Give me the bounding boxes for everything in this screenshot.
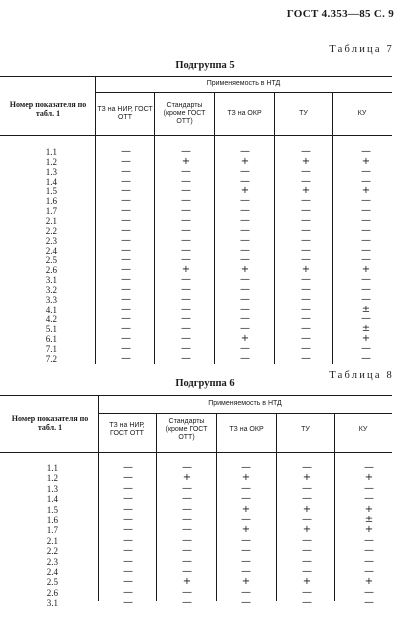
table-cell: — [240, 224, 250, 236]
table-cell: + [301, 155, 311, 167]
table-cell: — [301, 244, 311, 256]
table-cell: — [181, 175, 191, 187]
table-cell: — [182, 566, 192, 577]
table-cell: — [361, 214, 371, 226]
table-cell: — [181, 234, 191, 246]
table-cell: — [302, 555, 312, 567]
column-divider [95, 76, 96, 364]
table-cell: — [301, 175, 311, 187]
column-divider [214, 92, 215, 364]
table-label: Таблица 7 [329, 44, 394, 55]
table-cell: + [302, 576, 312, 588]
row-number: 4.1 [45, 304, 57, 315]
table-cell: — [123, 514, 133, 525]
span-header-rule [95, 92, 392, 93]
table-cell: — [241, 566, 251, 577]
table-cell: — [364, 482, 374, 494]
row-number: 2.4 [45, 245, 57, 256]
table-cell: — [240, 323, 250, 335]
table-cell: — [181, 303, 191, 315]
table-cell: — [361, 313, 371, 325]
table-cell: — [181, 283, 191, 295]
table-cell: — [364, 462, 374, 473]
table-cell: + [181, 264, 191, 276]
table-cell: — [361, 165, 371, 177]
column-header: ТЗ на ОКР [229, 426, 264, 433]
column-divider [274, 92, 275, 364]
table-cell: — [121, 293, 131, 305]
row-header: Номер показателя по табл. 1 [9, 100, 87, 118]
column-header: Стандарты (кроме ГОСТ ОТТ) [163, 102, 206, 125]
table-cell: — [240, 195, 250, 207]
table-cell: — [301, 146, 311, 157]
row-number: 4.2 [45, 314, 57, 325]
table-cell: — [121, 244, 131, 256]
row-number: 1.2 [46, 473, 58, 484]
table-cell: + [241, 576, 251, 588]
row-number: 2.3 [46, 556, 58, 567]
table-cell: — [302, 545, 312, 557]
row-header: Номер показателя по табл. 1 [11, 414, 89, 432]
row-number: 1.3 [45, 166, 57, 177]
table-cell: — [121, 205, 131, 217]
table-cell: — [241, 597, 251, 609]
table-cell: — [182, 555, 192, 567]
table-cell: + [361, 333, 371, 345]
table-cell: — [361, 283, 371, 295]
row-number: 3.2 [45, 284, 57, 295]
row-number: 2.5 [45, 255, 57, 266]
table-cell: — [123, 566, 133, 577]
table-cell: — [301, 303, 311, 315]
table-cell: — [361, 254, 371, 266]
row-number: 1.4 [46, 494, 58, 505]
row-number: 6.1 [45, 334, 57, 345]
table-cell: — [241, 534, 251, 546]
table-cell: + [181, 155, 191, 167]
table-cell: — [123, 576, 133, 588]
table-cell: — [301, 343, 311, 354]
row-number: 2.2 [45, 225, 57, 236]
table-cell: — [240, 244, 250, 256]
row-number: 7.2 [45, 353, 57, 364]
column-divider [98, 395, 99, 601]
table-cell: — [181, 333, 191, 345]
table-cell: — [121, 146, 131, 157]
row-number: 3.1 [45, 275, 57, 286]
table-cell: — [364, 566, 374, 577]
table-cell: — [181, 205, 191, 217]
table-cell: — [123, 493, 133, 505]
table-cell: — [121, 254, 131, 266]
table-cell: — [364, 534, 374, 546]
table-cell: — [241, 586, 251, 598]
row-number: 1.3 [46, 483, 58, 494]
table-cell: — [182, 503, 192, 515]
table-cell: + [240, 333, 250, 345]
table-cell: + [364, 576, 374, 588]
table-cell: + [302, 503, 312, 515]
table-cell: — [302, 514, 312, 525]
table-cell: — [123, 524, 133, 536]
table-cell: — [364, 586, 374, 598]
column-header: КУ [357, 110, 367, 117]
table-cell: — [182, 597, 192, 609]
table-cell: — [364, 555, 374, 567]
row-number: 5.1 [45, 324, 57, 335]
table-cell: — [121, 195, 131, 207]
row-number: 2.1 [45, 215, 57, 226]
column-header: ТЗ на НИР, ГОСТ ОТТ [97, 106, 153, 121]
row-number: 2.3 [45, 235, 57, 246]
span-header-rule [98, 413, 392, 414]
table-cell: — [301, 283, 311, 295]
table-cell: — [302, 493, 312, 505]
table-title: Подгруппа 5 [175, 60, 235, 71]
table-cell: — [240, 205, 250, 217]
table-cell: — [301, 352, 311, 364]
table-cell: — [302, 586, 312, 598]
table-cell: — [301, 165, 311, 177]
table-cell: — [302, 566, 312, 577]
table-cell: — [123, 482, 133, 494]
column-divider [332, 92, 333, 364]
row-number: 1.6 [46, 515, 58, 525]
table-cell: — [181, 146, 191, 157]
table-cell: — [240, 303, 250, 315]
table-cell: — [121, 333, 131, 345]
table-cell: — [301, 293, 311, 305]
table-cell: — [240, 175, 250, 187]
table-cell: — [181, 165, 191, 177]
table-cell: — [182, 462, 192, 473]
table-cell: — [240, 254, 250, 266]
table-cell: — [301, 313, 311, 325]
table-cell: + [240, 155, 250, 167]
row-number: 1.1 [45, 147, 57, 157]
table-cell: — [364, 545, 374, 557]
table-cell: — [361, 343, 371, 354]
table-cell: — [182, 514, 192, 525]
table-cell: + [301, 264, 311, 276]
table-cell: — [123, 586, 133, 598]
column-divider [216, 413, 217, 601]
column-header: ТУ [301, 426, 310, 433]
table-cell: — [182, 482, 192, 494]
table-cell: — [240, 165, 250, 177]
table-cell: + [361, 264, 371, 276]
table-cell: — [181, 195, 191, 207]
row-number: 1.2 [45, 156, 57, 167]
table-cell: — [361, 274, 371, 286]
table-cell: — [181, 214, 191, 226]
row-number: 1.4 [45, 176, 57, 187]
table-cell: — [241, 462, 251, 473]
column-header: ТЗ на ОКР [227, 110, 262, 117]
table-cell: — [302, 482, 312, 494]
table-cell: — [301, 224, 311, 236]
row-number: 2.6 [46, 587, 58, 598]
table-cell: — [301, 214, 311, 226]
table-cell: + [361, 185, 371, 197]
table-cell: — [181, 323, 191, 335]
table-cell: — [301, 234, 311, 246]
table-cell: — [301, 274, 311, 286]
table-cell: — [181, 274, 191, 286]
table-cell: + [240, 264, 250, 276]
table-cell: — [301, 205, 311, 217]
table-cell: + [241, 503, 251, 515]
table-cell: ± [364, 514, 374, 525]
row-number: 2.4 [46, 567, 58, 577]
table-top-rule [0, 395, 392, 396]
row-number: 1.5 [46, 504, 58, 515]
table-cell: — [240, 214, 250, 226]
table-cell: — [361, 205, 371, 217]
table-cell: — [121, 185, 131, 197]
table-title: Подгруппа 6 [175, 378, 235, 389]
table-cell: + [364, 503, 374, 515]
header-bottom-rule [0, 135, 392, 136]
column-header: КУ [358, 426, 368, 433]
row-number: 2.6 [45, 265, 57, 276]
column-header: ТУ [299, 110, 308, 117]
table-cell: — [123, 597, 133, 609]
table-cell: + [241, 472, 251, 484]
table-cell: — [121, 214, 131, 226]
table-cell: + [302, 524, 312, 536]
table-cell: — [301, 254, 311, 266]
table-cell: — [361, 293, 371, 305]
table-cell: — [182, 586, 192, 598]
column-divider [156, 413, 157, 601]
table-cell: — [181, 293, 191, 305]
table-cell: — [240, 313, 250, 325]
table-cell: — [121, 165, 131, 177]
table-cell: + [240, 185, 250, 197]
row-number: 2.5 [46, 577, 58, 588]
table-cell: — [361, 195, 371, 207]
column-divider [154, 92, 155, 364]
table-cell: — [240, 343, 250, 354]
row-number: 2.2 [46, 546, 58, 557]
table-top-rule [0, 76, 392, 77]
table-cell: — [121, 264, 131, 276]
table-cell: + [361, 155, 371, 167]
table-cell: — [241, 493, 251, 505]
table-cell: — [123, 472, 133, 484]
table-cell: — [361, 146, 371, 157]
table-cell: — [240, 146, 250, 157]
table-cell: — [240, 234, 250, 246]
table-cell: — [302, 597, 312, 609]
table-cell: — [121, 323, 131, 335]
table-cell: — [121, 283, 131, 295]
table-cell: — [182, 545, 192, 557]
table-cell: — [121, 234, 131, 246]
table-cell: + [301, 185, 311, 197]
column-header: ТЗ на НИР, ГОСТ ОТТ [109, 422, 145, 437]
table-cell: — [240, 283, 250, 295]
table-cell: — [302, 534, 312, 546]
row-number: 7.1 [45, 344, 57, 354]
table-cell: — [123, 545, 133, 557]
table-cell: — [241, 545, 251, 557]
table-cell: — [241, 555, 251, 567]
column-header: Стандарты (кроме ГОСТ ОТТ) [165, 418, 208, 441]
table-cell: — [123, 462, 133, 473]
table-cell: + [364, 524, 374, 536]
table-cell: + [302, 472, 312, 484]
table-cell: — [181, 224, 191, 236]
row-number: 1.1 [46, 463, 58, 473]
table-cell: ± [361, 323, 371, 335]
table-label: Таблица 8 [329, 370, 394, 381]
table-cell: — [182, 524, 192, 536]
table-cell: — [181, 185, 191, 197]
table-cell: + [182, 576, 192, 588]
table-cell: — [182, 493, 192, 505]
table-cell: — [361, 234, 371, 246]
table-cell: — [364, 493, 374, 505]
table-cell: — [301, 323, 311, 335]
column-divider [276, 413, 277, 601]
table-cell: — [121, 155, 131, 167]
row-number: 2.1 [46, 535, 58, 546]
row-number: 3.1 [46, 598, 58, 609]
table-cell: — [123, 555, 133, 567]
table-cell: — [121, 343, 131, 354]
table-cell: — [121, 313, 131, 325]
table-cell: ± [361, 303, 371, 315]
table-cell: — [361, 244, 371, 256]
table-cell: — [361, 175, 371, 187]
table-cell: + [241, 524, 251, 536]
table-cell: — [240, 274, 250, 286]
table-cell: + [364, 472, 374, 484]
table-cell: — [181, 254, 191, 266]
table-cell: + [182, 472, 192, 484]
table-cell: — [364, 597, 374, 609]
table-cell: — [181, 352, 191, 364]
span-header: Применяемость в НТД [208, 400, 282, 407]
table-cell: — [241, 514, 251, 525]
row-number: 1.6 [45, 196, 57, 207]
table-cell: — [121, 224, 131, 236]
table-cell: — [181, 343, 191, 354]
table-cell: — [123, 534, 133, 546]
table-cell: — [121, 175, 131, 187]
table-cell: — [302, 462, 312, 473]
table-cell: — [240, 352, 250, 364]
table-cell: — [301, 333, 311, 345]
table-cell: — [121, 274, 131, 286]
row-number: 1.7 [45, 206, 57, 217]
page-header: ГОСТ 4.353—85 С. 9 [286, 8, 394, 20]
table-cell: — [361, 224, 371, 236]
row-number: 1.5 [45, 186, 57, 197]
table-cell: — [123, 503, 133, 515]
row-number: 1.7 [46, 525, 58, 536]
table-cell: — [240, 293, 250, 305]
row-number: 3.3 [45, 294, 57, 305]
table-cell: — [182, 534, 192, 546]
table-cell: — [121, 303, 131, 315]
table-cell: — [181, 313, 191, 325]
table-cell: — [301, 195, 311, 207]
span-header: Применяемость в НТД [206, 80, 281, 87]
table-cell: — [121, 352, 131, 364]
column-divider [334, 413, 335, 601]
table-cell: — [181, 244, 191, 256]
table-cell: — [361, 352, 371, 364]
table-cell: — [241, 482, 251, 494]
